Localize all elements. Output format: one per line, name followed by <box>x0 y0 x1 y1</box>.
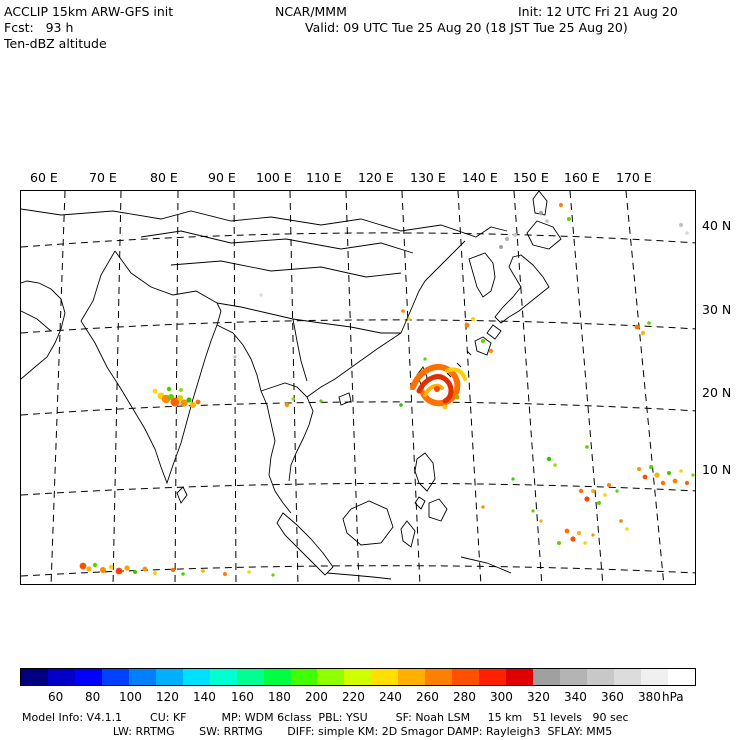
colorbar-tick-200: 200 <box>305 690 328 704</box>
colorbar-tick-60: 60 <box>48 690 64 704</box>
colorbar-swatch <box>344 669 371 685</box>
colorbar-swatch <box>587 669 614 685</box>
colorbar-swatch <box>48 669 75 685</box>
colorbar-tick-360: 360 <box>601 690 624 704</box>
colorbar-swatch <box>425 669 452 685</box>
lon-label-130e: 130 E <box>410 170 446 185</box>
colorbar-swatch <box>264 669 291 685</box>
colorbar-swatch <box>317 669 344 685</box>
colorbar-tick-220: 220 <box>342 690 365 704</box>
lon-label-100e: 100 E <box>256 170 292 185</box>
colorbar <box>20 668 696 686</box>
colorbar-swatch <box>641 669 668 685</box>
header-center-org: NCAR/MMM <box>275 4 347 19</box>
header-init-time: Init: 12 UTC Fri 21 Aug 20 <box>518 4 678 19</box>
colorbar-tick-300: 300 <box>490 690 513 704</box>
colorbar-swatch <box>560 669 587 685</box>
data-cells <box>80 203 695 577</box>
colorbar-swatch <box>398 669 425 685</box>
colorbar-swatch <box>668 669 695 685</box>
colorbar-swatch <box>371 669 398 685</box>
colorbar-swatch <box>75 669 102 685</box>
colorbar-tick-240: 240 <box>379 690 402 704</box>
colorbar-tick-260: 260 <box>416 690 439 704</box>
footer-model-info-line2: LW: RRTMG SW: RRTMG DIFF: simple KM: 2D Smagor DAMP: Rayleigh3 SFLAY: MM5 <box>22 725 613 738</box>
lon-label-140e: 140 E <box>462 170 498 185</box>
lon-label-60e: 60 E <box>30 170 58 185</box>
colorbar-swatch <box>21 669 48 685</box>
typhoon-spiral <box>413 367 465 409</box>
colorbar-tick-320: 320 <box>527 690 550 704</box>
colorbar-tick-80: 80 <box>85 690 101 704</box>
lon-label-170e: 170 E <box>616 170 652 185</box>
footer-model-info-line1: Model Info: V4.1.1 CU: KF MP: WDM 6class PBL: YSU SF: Noah LSM 15 km 51 levels 90 sec <box>22 711 629 724</box>
lat-label-30n: 30 N <box>702 302 732 317</box>
lon-label-150e: 150 E <box>513 170 549 185</box>
header-line-field: Ten-dBZ altitude <box>4 36 107 51</box>
colorbar-swatch <box>129 669 156 685</box>
colorbar-unit-label: hPa <box>662 690 684 704</box>
map-canvas <box>21 191 696 585</box>
colorbar-swatch <box>479 669 506 685</box>
colorbar-tick-120: 120 <box>156 690 179 704</box>
lon-label-90e: 90 E <box>208 170 236 185</box>
colorbar-tick-340: 340 <box>564 690 587 704</box>
lon-label-110e: 110 E <box>306 170 342 185</box>
colorbar-tick-380: 380 <box>638 690 661 704</box>
colorbar-swatch <box>102 669 129 685</box>
colorbar-swatch <box>533 669 560 685</box>
lat-label-10n: 10 N <box>702 462 732 477</box>
lon-label-160e: 160 E <box>564 170 600 185</box>
colorbar-tick-160: 160 <box>231 690 254 704</box>
colorbar-tick-280: 280 <box>453 690 476 704</box>
colorbar-tick-180: 180 <box>268 690 291 704</box>
colorbar-swatch <box>210 669 237 685</box>
map-plot-area[interactable] <box>20 190 696 585</box>
colorbar-swatch <box>614 669 641 685</box>
lon-label-80e: 80 E <box>150 170 178 185</box>
lat-label-40n: 40 N <box>702 218 732 233</box>
header-line-fcst: Fcst: 93 h <box>4 20 74 35</box>
header-line-model: ACCLIP 15km ARW-GFS init <box>4 4 174 19</box>
colorbar-tick-100: 100 <box>119 690 142 704</box>
colorbar-swatch <box>237 669 264 685</box>
colorbar-swatch <box>506 669 533 685</box>
lon-label-120e: 120 E <box>358 170 394 185</box>
lon-label-70e: 70 E <box>89 170 117 185</box>
colorbar-swatch <box>183 669 210 685</box>
lat-label-20n: 20 N <box>702 385 732 400</box>
header-valid-time: Valid: 09 UTC Tue 25 Aug 20 (18 JST Tue 25 Aug 20) <box>305 20 628 35</box>
colorbar-swatch <box>452 669 479 685</box>
graticule <box>21 191 696 585</box>
colorbar-swatch <box>291 669 318 685</box>
colorbar-tick-140: 140 <box>193 690 216 704</box>
coastlines <box>21 191 561 579</box>
colorbar-swatch <box>156 669 183 685</box>
